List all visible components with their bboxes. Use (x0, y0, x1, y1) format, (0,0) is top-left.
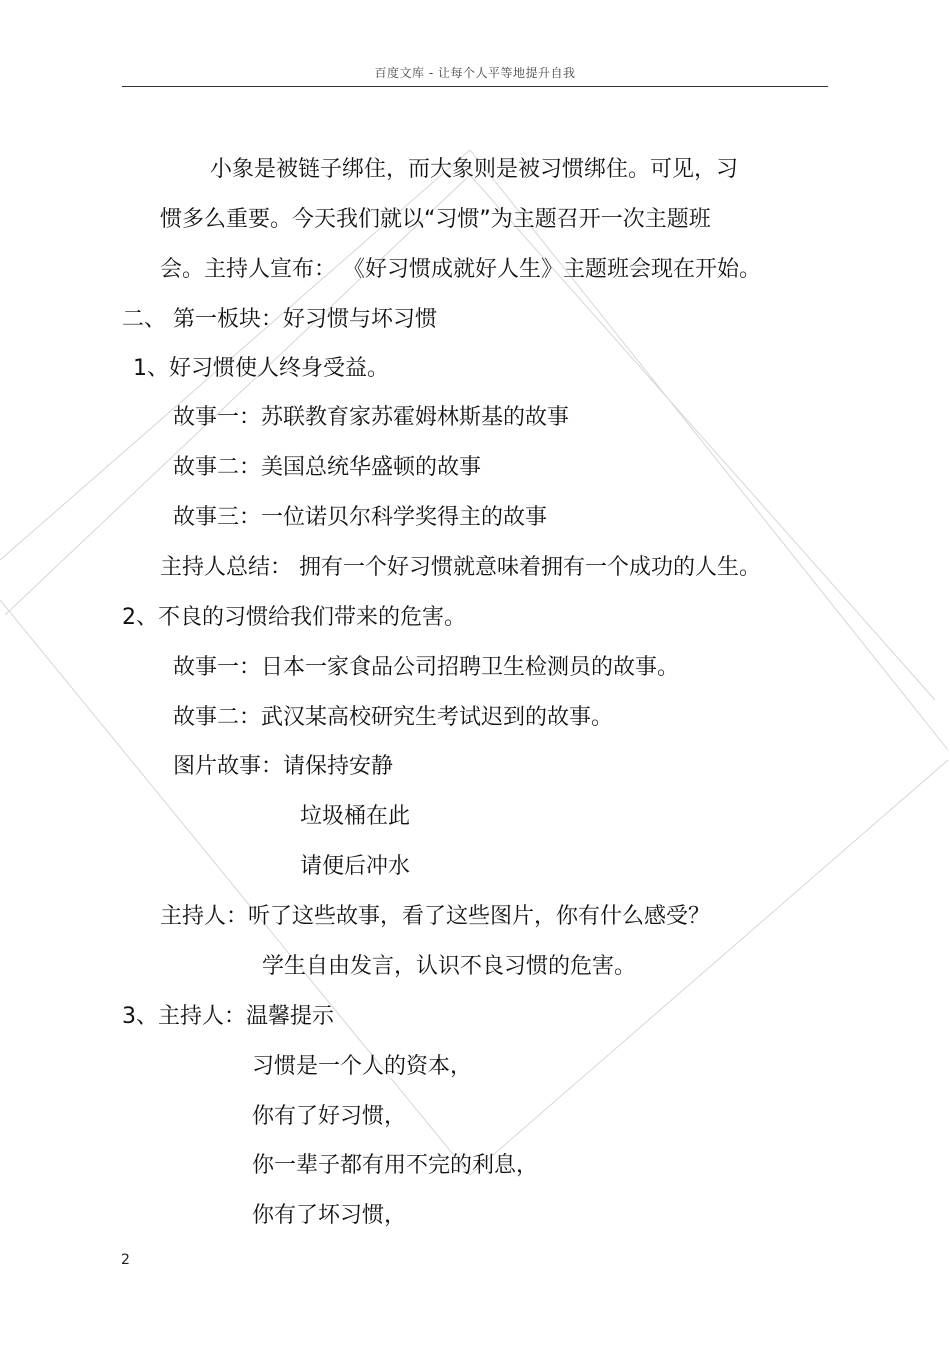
page-number: 2 (121, 1252, 130, 1268)
body-line: 垃圾桶在此 (300, 804, 411, 829)
body-line: 故事二：美国总统华盛顿的故事 (173, 455, 482, 480)
body-line: 小象是被链子绑住，而大象则是被习惯绑住。可见，习 (210, 157, 739, 182)
body-line: 故事一：日本一家食品公司招聘卫生检测员的故事。 (173, 655, 680, 680)
header-divider (122, 86, 828, 87)
body-line: 你一辈子都有用不完的利息， (252, 1153, 539, 1178)
body-line: 你有了好习惯， (252, 1104, 407, 1129)
section-heading: 二、 第一板块：好习惯与坏习惯 (122, 307, 437, 332)
subsection-heading: 1、好习惯使人终身受益。 (133, 356, 389, 381)
subsection-heading: 2、不良的习惯给我们带来的危害。 (122, 605, 466, 630)
body-line: 请便后冲水 (300, 854, 411, 879)
body-line: 你有了坏习惯， (252, 1203, 407, 1228)
body-line: 主持人：听了这些故事，看了这些图片，你有什么感受？ (160, 904, 711, 929)
body-line: 故事一：苏联教育家苏霍姆林斯基的故事 (173, 405, 570, 430)
body-line: 故事三：一位诺贝尔科学奖得主的故事 (173, 505, 548, 530)
body-line: 会。主持人宣布： 《好习惯成就好人生》主题班会现在开始。 (160, 257, 761, 282)
body-line: 习惯是一个人的资本， (252, 1054, 473, 1079)
body-line: 学生自由发言，认识不良习惯的危害。 (262, 954, 637, 979)
body-line: 图片故事：请保持安静 (173, 754, 394, 779)
page-header: 百度文库 - 让每个人平等地提升自我 (374, 66, 576, 80)
body-line: 惯多么重要。今天我们就以“习惯”为主题召开一次主题班 (160, 207, 711, 232)
body-line: 主持人总结： 拥有一个好习惯就意味着拥有一个成功的人生。 (160, 555, 761, 580)
body-line: 故事二：武汉某高校研究生考试迟到的故事。 (173, 705, 614, 730)
subsection-heading: 3、主持人：温馨提示 (122, 1004, 334, 1029)
